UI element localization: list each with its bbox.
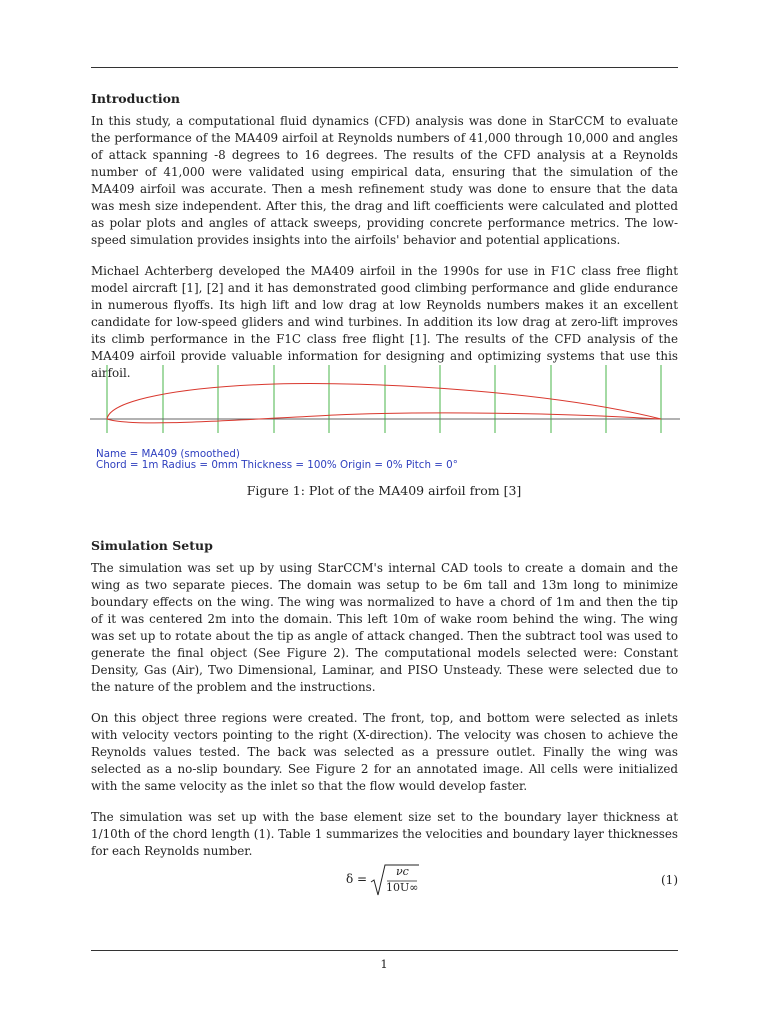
airfoil-lower-surface	[107, 413, 661, 423]
introduction-section	[91, 91, 678, 382]
simulation-setup-heading: Simulation Setup	[91, 538, 213, 553]
airfoil-plot	[90, 365, 680, 455]
setup-paragraph-2: On this object three regions were created. The front, top, and bottom were selected as inlets with velocity vectors pointing to the right (X-direction). The velocity was chosen to achieve the Reynolds values tested. The back was selected as a pressure outlet. Finally the wing was selected as a no-slip boundary. See Figure 2 for an annotated image. All cells were initialized with the same velocity as the inlet so that the flow would develop faster.	[91, 711, 678, 793]
bottom-rule	[91, 950, 678, 951]
equation-numerator: νc	[396, 865, 409, 878]
equation-lhs: δ =	[346, 872, 368, 886]
plot-grid	[107, 365, 661, 433]
airfoil-parameters-label: Chord = 1m Radius = 0mm Thickness = 100% Origin = 0% Pitch = 0°	[96, 459, 458, 471]
introduction-paragraph-1: In this study, a computational fluid dynamics (CFD) analysis was done in StarCCM to evaluate the performance of the MA409 airfoil at Reynolds numbers of 41,000 through 10,000 and angles of attack spanning -8 degrees to 16 degrees. The results of the CFD analysis at a Reynolds number of 41,000 were validated using empirical data, ensuring that the simulation of the MA409 airfoil was accurate. Then a mesh refinement study was done to ensure that the data was mesh size independent. After this, the drag and lift coefficients were calculated and plotted as polar plots and angles of attack sweeps, providing concrete performance metrics. The low-speed simulation provides insights into the airfoils' behavior and potential applications.	[91, 114, 678, 247]
introduction-paragraph-2: Michael Achterberg developed the MA409 airfoil in the 1990s for use in F1C class free flight model aircraft [1], [2] and it has demonstrated good climbing performance and glide endurance in numerous flyoffs. Its high lift and low drag at low Reynolds numbers makes it an excellent candidate for low-speed gliders and wind turbines. In addition its low drag at zero-lift improves its climb performance in the F1C class free flight [1]. The results of the CFD analysis of the MA409 airfoil provide valuable information for designing and optimizing systems that use this airfoil.	[91, 264, 678, 380]
equation-number: (1)	[661, 873, 678, 887]
setup-paragraph-1: The simulation was set up by using StarCCM's internal CAD tools to create a domain and the wing as two separate pieces. The domain was setup to be 6m tall and 13m long to minimize boundary effects on the wing. The wing was normalized to have a chord of 1m and then the tip of it was centered 2m into the domain. This left 10m of wake room behind the wing. The wing was set up to rotate about the tip as angle of attack changed. Then the subtract tool was used to generate the final object (See Figure 2). The computational models selected were: Constant Density, Gas (Air), Two Dimensional, Laminar, and PISO Unsteady. These were selected due to the nature of the problem and the instructions.	[91, 561, 678, 694]
setup-paragraph-3: The simulation was set up with the base element size set to the boundary layer thickness at 1/10th of the chord length (1). Table 1 summarizes the velocities and boundary layer thicknesses for each Reynolds number.	[91, 810, 678, 858]
equation-denominator: 10U∞	[386, 881, 419, 894]
page-number: 1	[380, 957, 388, 971]
airfoil-name-label: Name = MA409 (smoothed)	[96, 448, 240, 460]
top-rule	[91, 67, 678, 68]
figure-1-caption: Figure 1: Plot of the MA409 airfoil from [3]	[246, 483, 522, 498]
simulation-setup-section	[91, 538, 678, 860]
introduction-heading: Introduction	[91, 91, 181, 106]
